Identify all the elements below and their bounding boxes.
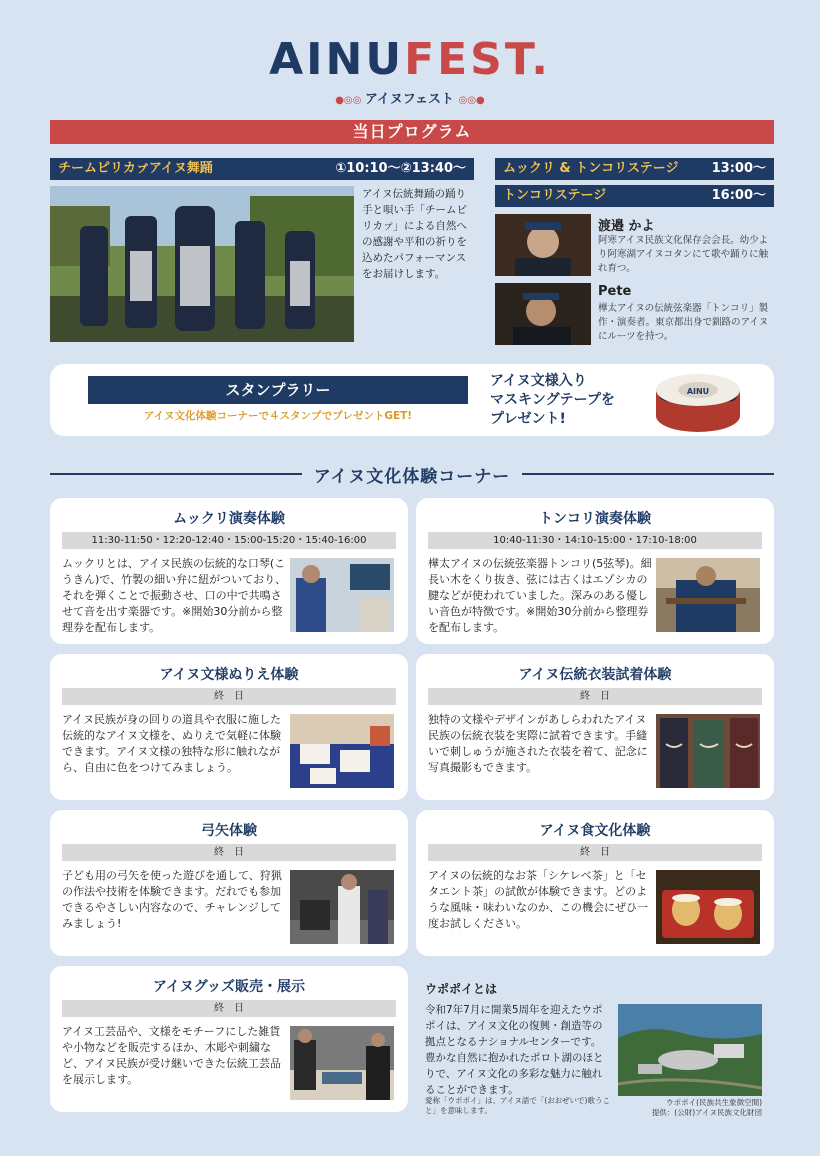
card-title: アイヌ文様ぬりえ体験 xyxy=(159,667,299,683)
prize-line-1: アイヌ文様入り xyxy=(490,373,587,389)
card-time: 終 日 xyxy=(62,844,396,861)
upopoi-note: 愛称「ウポポイ」は、アイヌ語で「(おおぜいで)歌うこと」を意味します。 xyxy=(425,1096,610,1115)
card-yumiya xyxy=(50,810,408,956)
card-text: ムックリとは、アイヌ民族の伝統的な口琴(こうきん)で、竹製の細い弁に紐がついており、それを弾くことで振動させ、口の中で共鳴させて音を出す楽器です。※開始30分前から整理券を配布します。 xyxy=(62,557,287,634)
ornament-icon: ◎◎● xyxy=(458,95,485,106)
card-time: 終 日 xyxy=(62,688,396,705)
card-title: トンコリ演奏体験 xyxy=(539,511,651,527)
card-title: 弓矢体験 xyxy=(201,823,257,839)
stage1-time: 13:00〜 xyxy=(711,161,766,176)
logo-part1: AINU xyxy=(269,34,405,85)
card-text: 子ども用の弓矢を使った遊びを通して、狩猟の作法や技術を体験できます。だれでも参加できるやさしい内容なので、チャレンジしてみましょう! xyxy=(62,869,282,930)
performer-photo-1 xyxy=(495,214,591,276)
card-nurie xyxy=(50,654,408,800)
prize-line-3: プレゼント! xyxy=(490,411,566,427)
card-text: 樺太アイヌの伝統弦楽器トンコリ(5弦琴)。細長い木をくり抜き、弦には古くはエゾシカの腱などが使われていました。深みのある優しい音色が特徴です。※開始30分前から整理券を配布します。 xyxy=(428,557,652,634)
experience-section-title xyxy=(50,462,774,486)
logo-subtitle-row xyxy=(0,88,820,107)
goods-photo xyxy=(290,1026,394,1100)
card-title: アイヌ伝統衣装試着体験 xyxy=(518,667,672,683)
masking-tape-image xyxy=(652,364,744,438)
upopoi-aerial-photo xyxy=(618,1004,762,1096)
upopoi-text: 令和7年7月に開業5周年を迎えたウポポイは、アイヌ文化の復興・創造等の拠点となるナショナルセンターです。豊かな自然に抱かれたポロト湖のほとりで、アイヌ文化の多彩な魅力に触れることができます。 xyxy=(425,1004,604,1096)
card-goods xyxy=(50,966,408,1112)
program-banner: 当日プログラム xyxy=(50,120,774,144)
logo-part2: FEST. xyxy=(404,34,551,85)
tonkori-photo xyxy=(656,558,760,632)
stage2-time: 16:00〜 xyxy=(711,188,766,203)
stage1-title: ムックリ & トンコリステージ xyxy=(503,161,679,176)
ornament-icon: ●◎◎ xyxy=(335,95,365,106)
caption-line-2: 提供：(公財)アイヌ民族文化財団 xyxy=(651,1108,762,1117)
stamp-rally-title: スタンプラリー xyxy=(88,376,468,404)
mukkuri-photo xyxy=(290,558,394,632)
yumiya-photo xyxy=(290,870,394,944)
performer-name-1: 渡邉 かよ xyxy=(598,219,655,234)
dance-description: アイヌ伝統舞踊の踊り手と唄い手「チームピリカㇷ゚」による自然への感謝や平和の祈りを込めたパフォーマンスをお届けします。 xyxy=(362,188,467,280)
card-text: 独特の文様やデザインがあしらわれたアイヌ民族の伝統衣装を実際に試着できます。手縫いで刺しゅうが施された衣装を着て、記念に写真撮影もできます。 xyxy=(428,713,648,774)
card-tonkori xyxy=(416,498,774,644)
card-time: 終 日 xyxy=(428,688,762,705)
stage2-title: トンコリステージ xyxy=(503,188,607,203)
tea-photo xyxy=(656,870,760,944)
performer-desc-1: 阿寒アイヌ民族文化保存会会長。幼少より阿寒湖アイヌコタンにて歌や踊りに触れ育つ。 xyxy=(598,235,769,274)
upopoi-caption xyxy=(618,1098,762,1118)
dance-header xyxy=(50,158,474,180)
card-text: アイヌの伝統的なお茶「シケレベ茶」と「セタエント茶」の試飲が体験できます。どのような風味・味わいなのか、この機会にぜひ一度お試しください。 xyxy=(428,869,648,930)
card-title: ムックリ演奏体験 xyxy=(173,511,285,527)
nurie-photo xyxy=(290,714,394,788)
stamp-rally-subtitle: アイヌ文化体験コーナーで４スタンプでプレゼントGET! xyxy=(143,410,413,422)
stage1-header xyxy=(495,158,774,180)
stage2-header xyxy=(495,185,774,207)
prize-line-2: マスキングテープを xyxy=(490,392,615,408)
card-text: アイヌ工芸品や、文様をモチーフにした雑貨や小物などを販売するほか、木彫や刺繍など、アイヌ民族が受け継いできた伝統工芸品を展示します。 xyxy=(62,1025,282,1086)
experience-title: アイヌ文化体験コーナー xyxy=(313,466,511,487)
caption-line-1: ウポポイ(民族共生象徴空間) xyxy=(666,1098,762,1107)
dance-title: チームピリカㇷ゚アイヌ舞踊 xyxy=(58,161,213,176)
card-mukkuri xyxy=(50,498,408,644)
performer-name-2: Pete xyxy=(598,284,632,299)
logo-subtitle: アイヌフェスト xyxy=(364,92,455,107)
card-title: アイヌ食文化体験 xyxy=(539,823,651,839)
costume-photo xyxy=(656,714,760,788)
card-title: アイヌグッズ販売・展示 xyxy=(152,979,306,995)
ainufest-logo xyxy=(0,34,820,86)
card-time: 11:30-11:50・12:20-12:40・15:00-15:20・15:40-16:00 xyxy=(62,532,396,549)
card-text: アイヌ民族が身の回りの道具や衣服に施した伝統的なアイヌ文様を、ぬりえで気軽に体験できます。アイヌ文様の独特な形に触れながら、自由に色をつけてみましょう。 xyxy=(62,713,282,774)
performer-photo-2 xyxy=(495,283,591,345)
card-food xyxy=(416,810,774,956)
card-time: 終 日 xyxy=(428,844,762,861)
upopoi-title: ウポポイとは xyxy=(425,982,498,996)
dance-photo xyxy=(50,186,354,342)
performer-desc-2: 樺太アイヌの伝統弦楽器「トンコリ」製作・演奏者。東京都出身で釧路のアイヌにルーツを持つ。 xyxy=(598,303,769,342)
svg-text:AINU: AINU xyxy=(686,387,710,396)
card-time: 10:40-11:30・14:10-15:00・17:10-18:00 xyxy=(428,532,762,549)
dance-times: ①10:10〜②13:40〜 xyxy=(335,161,466,176)
card-costume xyxy=(416,654,774,800)
card-time: 終 日 xyxy=(62,1000,396,1017)
stamp-prize xyxy=(490,372,615,429)
